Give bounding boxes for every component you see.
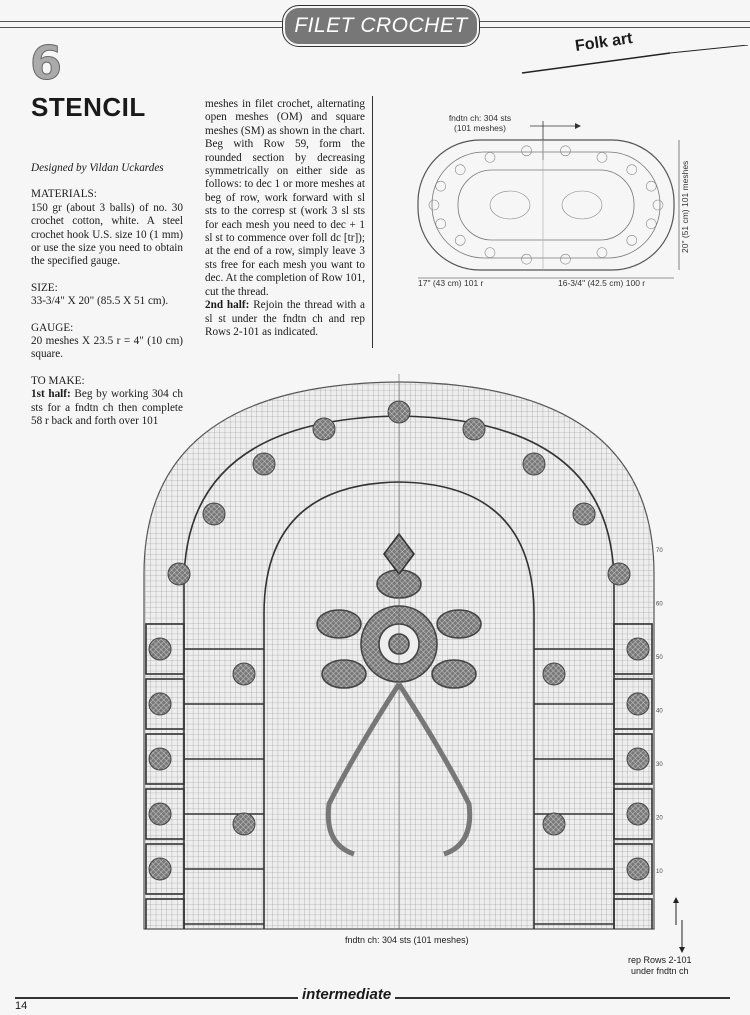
materials-heading: MATERIALS: xyxy=(31,188,97,201)
section-title: FILET CROCHET xyxy=(294,14,468,37)
chart-rosette xyxy=(253,453,275,475)
chart-rosette xyxy=(608,563,630,585)
chart-rosette xyxy=(149,693,171,715)
chart-rosette xyxy=(168,563,190,585)
section-banner xyxy=(283,6,479,46)
chart-fndtn-label: fndtn ch: 304 sts (101 meshes) xyxy=(345,935,469,945)
doily-schematic xyxy=(410,118,690,296)
chart-rosette xyxy=(149,803,171,825)
chart-rosette xyxy=(313,418,335,440)
chart-rosette xyxy=(463,418,485,440)
chart-row-label: 50 xyxy=(656,655,663,661)
to-make-heading: TO MAKE: xyxy=(31,374,85,387)
chart-rosette xyxy=(627,803,649,825)
chart-rosette xyxy=(149,748,171,770)
chart-row-label: 30 xyxy=(656,762,663,768)
second-half-text: Rejoin the thread with a sl st under the fndtn ch and rep Rows 2-101 as indicated. xyxy=(205,299,366,338)
chart-rosette xyxy=(543,663,565,685)
chart-rosette xyxy=(523,453,545,475)
chart-rosette xyxy=(149,638,171,660)
instructions-continued: meshes in filet crochet, alternating open meshes (OM) and square meshes (SM) as shown in the chart. Beg with Row 59, form the rounded section by decreasing symmetrically on either side as follows: to dec 1 or more meshes at beg of row, work forward with sl sts to the corresp st (work 3 sl sts for each mesh you need to dec + 1 sl st to commence over foll dc [tr]); at the end of a row, simply leave 3 sts free for each mesh you want to dec. At the completion of Row 101, cut the thread. xyxy=(205,98,365,298)
chart-row-label: 60 xyxy=(656,601,663,608)
diagram-height: 20" (51 cm) 101 meshes xyxy=(680,160,690,253)
gauge-heading: GAUGE: xyxy=(31,321,74,334)
second-half-paragraph xyxy=(205,299,365,339)
category-underline xyxy=(520,45,750,77)
chart-rosette xyxy=(233,663,255,685)
chart-rosette xyxy=(203,503,225,525)
chart-petal xyxy=(322,660,366,688)
diagram-width-right: 16-3/4" (42.5 cm) 100 r xyxy=(558,278,646,288)
skill-level-badge: intermediate xyxy=(298,986,395,1003)
instructions-column-2 xyxy=(205,98,365,339)
diagram-fndtn-label: fndtn ch: 304 sts (101 meshes) xyxy=(448,113,512,133)
size-heading: SIZE: xyxy=(31,281,58,294)
second-half-label: 2nd half: xyxy=(205,299,250,312)
column-divider xyxy=(372,96,373,348)
first-half-label: 1st half: xyxy=(31,388,71,401)
diagram-width-left: 17" (43 cm) 101 r xyxy=(418,278,484,288)
gauge-text: 20 meshes X 23.5 r = 4" (10 cm) square. xyxy=(31,335,183,361)
rep-arrow xyxy=(670,895,690,955)
first-half-text: Beg by working 304 ch sts for a fndtn ch then complete 58 r back and forth over 101 xyxy=(31,388,183,428)
chart-row-label: 20 xyxy=(656,815,663,822)
pattern-title: STENCIL xyxy=(31,92,146,122)
filet-chart xyxy=(124,374,674,934)
chart-rosette xyxy=(149,858,171,880)
chart-rosette xyxy=(627,858,649,880)
materials-text: 150 gr (about 3 balls) of no. 30 crochet cotton, white. A steel crochet hook U.S. size 10 (1 mm) or use the size you need to obtain the specified gauge. xyxy=(31,201,183,268)
chart-rosette xyxy=(543,813,565,835)
chart-petal xyxy=(432,660,476,688)
chart-petal xyxy=(437,610,481,638)
category-label: Folk art xyxy=(574,30,634,55)
designer-credit: Designed by Vildan Uckardes xyxy=(31,162,164,174)
chart-row-label: 10 xyxy=(656,869,663,875)
chart-rosette xyxy=(627,748,649,770)
chart-rosette xyxy=(627,693,649,715)
rep-instruction: rep Rows 2-101 under fndtn ch xyxy=(628,955,692,976)
pattern-number: 6 xyxy=(30,36,63,90)
size-text: 33-3/4" X 20" (85.5 X 51 cm). xyxy=(31,295,169,308)
chart-rosette xyxy=(573,503,595,525)
chart-row-label: 70 xyxy=(656,548,663,554)
chart-row-label: 40 xyxy=(656,708,663,715)
chart-rosette xyxy=(627,638,649,660)
chart-petal xyxy=(317,610,361,638)
page-number: 14 xyxy=(15,1000,28,1012)
chart-rosette xyxy=(233,813,255,835)
